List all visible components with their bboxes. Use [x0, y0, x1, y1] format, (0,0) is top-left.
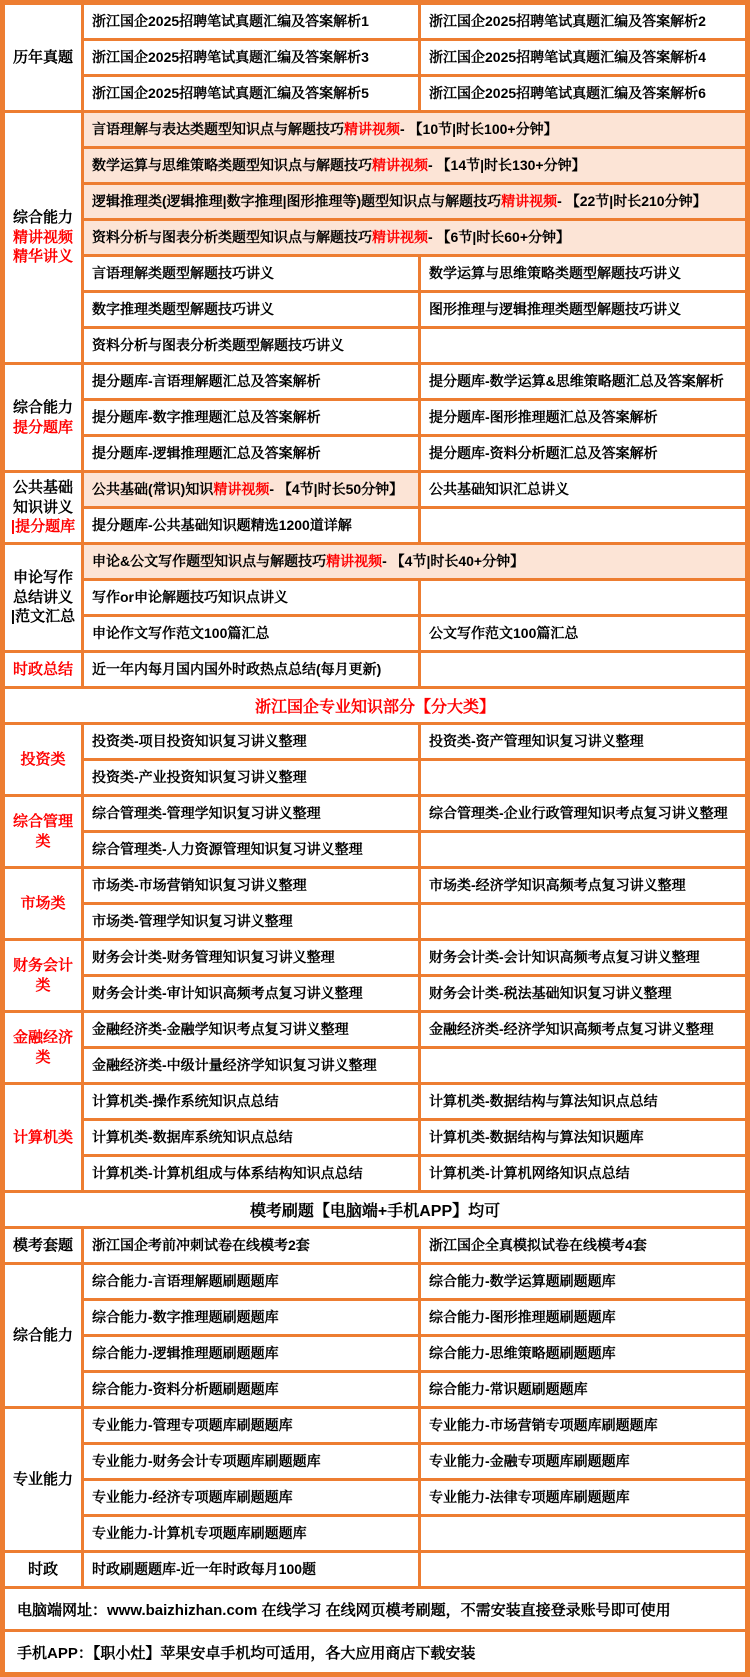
item-text: - 【4节|时长40+分钟】 — [382, 553, 525, 570]
item-text: 公共基础(常识)知识 — [92, 481, 214, 498]
item-cell: 专业能力-计算机专项题库刷题题库 — [84, 1517, 418, 1550]
label-text: 类 — [35, 832, 51, 850]
item-cell: 综合能力-数字推理题刷题题库 — [84, 1301, 418, 1334]
label-text: 综合能力 — [12, 399, 73, 416]
item-cell: 公共基础知识汇总讲义 — [421, 473, 745, 506]
label-line — [35, 976, 50, 996]
item-cell: 财务会计类-财务管理知识复习讲义整理 — [84, 941, 418, 974]
label-text: 时政总结 — [12, 660, 73, 678]
band-row: 电脑端网址：www.baizhizhan.com 在线学习 在线网页模考刷题，不需安装直接登录账号即可使用 — [5, 1589, 745, 1629]
label-line — [13, 498, 73, 518]
item-cell: 金融经济类-中级计量经济学知识复习讲义整理 — [84, 1049, 418, 1082]
label-text: |范文汇总 — [10, 608, 76, 626]
label-text: 时政 — [27, 1560, 58, 1578]
item-cell: 综合管理类-企业行政管理知识考点复习讲义整理 — [421, 797, 745, 830]
item-text: 数学运算与思维策略类题型知识点与解题技巧 — [92, 157, 372, 174]
item-cell: 计算机类-数据结构与算法知识题库 — [421, 1121, 745, 1154]
item-cell: 时政刷题题库-近一年时政每月100题 — [84, 1553, 418, 1586]
item-cell: 数字推理类题型解题技巧讲义 — [84, 293, 418, 326]
item-cell: 计算机类-计算机网络知识点总结 — [421, 1157, 745, 1190]
section — [5, 1085, 745, 1190]
item-cell: 专业能力-法律专项题库刷题题库 — [421, 1481, 745, 1514]
item-cell — [84, 545, 745, 578]
label-cell — [5, 1085, 81, 1190]
item-text: - 【10节|时长100+分钟】 — [400, 121, 558, 138]
label-cell — [5, 473, 81, 542]
item-cell: 市场类-市场营销知识复习讲义整理 — [84, 869, 418, 902]
label-cell — [5, 113, 81, 362]
label-line — [13, 1326, 73, 1346]
item-cell: 浙江国企2025招聘笔试真题汇编及答案解析5 — [84, 77, 418, 110]
label-text: 市场类 — [20, 894, 66, 912]
item-text: 逻辑推理类(逻辑推理|数字推理|图形推理等)题型知识点与解题技巧 — [92, 193, 502, 210]
label-text: 知识讲义 — [12, 498, 73, 516]
item-cell — [421, 1553, 745, 1586]
item-cell: 近一年内每月国内国外时政热点总结(每月更新) — [84, 653, 418, 686]
item-cell: 浙江国企2025招聘笔试真题汇编及答案解析2 — [421, 5, 745, 38]
highlight-text: 精讲视频 — [326, 553, 383, 570]
label-cell — [5, 1013, 81, 1082]
section — [5, 1553, 745, 1586]
item-text: - 【14节|时长130+分钟】 — [428, 157, 586, 174]
item-text: - 【6节|时长60+分钟】 — [428, 229, 571, 246]
item-cell: 浙江国企2025招聘笔试真题汇编及答案解析3 — [84, 41, 418, 74]
item-cell: 提分题库-资料分析题汇总及答案解析 — [421, 437, 745, 470]
label-line — [13, 588, 73, 608]
item-cell: 财务会计类-审计知识高频考点复习讲义整理 — [84, 977, 418, 1010]
label-text: 申论写作 — [12, 569, 73, 587]
section — [5, 113, 745, 362]
highlight-text: 精讲视频 — [372, 157, 428, 174]
label-cell — [5, 797, 81, 866]
label-line — [20, 894, 65, 914]
item-cell: 财务会计类-税法基础知识复习讲义整理 — [421, 977, 745, 1010]
label-text: 投资类 — [20, 750, 66, 768]
item-cell: 数学运算与思维策略类题型解题技巧讲义 — [421, 257, 745, 290]
label-line — [13, 398, 73, 418]
item-cell: 计算机类-操作系统知识点总结 — [84, 1085, 418, 1118]
item-text: 资料分析与图表分析类题型知识点与解题技巧 — [92, 229, 372, 246]
section — [5, 473, 745, 542]
item-cell: 综合管理类-管理学知识复习讲义整理 — [84, 797, 418, 830]
item-cell: 投资类-项目投资知识复习讲义整理 — [84, 725, 418, 758]
label-cell — [5, 653, 81, 686]
item-cell: 提分题库-数字推理题汇总及答案解析 — [84, 401, 418, 434]
item-cell: 综合能力-常识题刷题题库 — [421, 1373, 745, 1406]
label-cell — [5, 869, 81, 938]
item-cell: 综合能力-图形推理题刷题题库 — [421, 1301, 745, 1334]
item-cell: 专业能力-金融专项题库刷题题库 — [421, 1445, 745, 1478]
label-text: 模考套题 — [12, 1236, 73, 1254]
label-text: 类 — [35, 1048, 51, 1066]
item-cell — [84, 149, 745, 182]
label-text: 综合能力 — [12, 1326, 73, 1344]
item-text: - 【22节|时长210分钟】 — [557, 193, 707, 210]
item-cell: 提分题库-图形推理题汇总及答案解析 — [421, 401, 745, 434]
item-cell: 计算机类-数据结构与算法知识点总结 — [421, 1085, 745, 1118]
item-cell — [84, 113, 745, 146]
item-cell: 市场类-经济学知识高频考点复习讲义整理 — [421, 869, 745, 902]
item-cell: 专业能力-市场营销专项题库刷题题库 — [421, 1409, 745, 1442]
section — [5, 1265, 745, 1406]
section — [5, 869, 745, 938]
label-cell — [5, 5, 81, 110]
label-line — [13, 1236, 73, 1256]
item-cell: 资料分析与图表分析类题型解题技巧讲义 — [84, 329, 418, 362]
label-line — [13, 208, 73, 228]
item-cell: 浙江国企全真模拟试卷在线模考4套 — [421, 1229, 745, 1262]
item-cell — [84, 473, 418, 506]
label-text: 精讲视频 — [12, 228, 73, 246]
section — [5, 1013, 745, 1082]
item-cell: 浙江国企2025招聘笔试真题汇编及答案解析1 — [84, 5, 418, 38]
label-cell — [5, 941, 81, 1010]
section — [5, 365, 745, 470]
label-cell — [5, 365, 81, 470]
label-line — [13, 418, 73, 438]
label-text: 综合能力 — [12, 209, 73, 227]
highlight-text: 精讲视频 — [213, 481, 270, 498]
item-cell: 申论作文写作范文100篇汇总 — [84, 617, 418, 650]
item-cell: 写作or申论解题技巧知识点讲义 — [84, 581, 418, 614]
label-line — [13, 228, 73, 248]
label-text: 总结讲义 — [12, 588, 73, 606]
item-cell: 金融经济类-经济学知识高频考点复习讲义整理 — [421, 1013, 745, 1046]
label-line — [13, 48, 73, 68]
item-cell: 专业能力-管理专项题库刷题题库 — [84, 1409, 418, 1442]
item-cell: 财务会计类-会计知识高频考点复习讲义整理 — [421, 941, 745, 974]
section — [5, 725, 745, 794]
highlight-text: 精讲视频 — [501, 193, 558, 210]
item-cell: 专业能力-经济专项题库刷题题库 — [84, 1481, 418, 1514]
label-text: 公共基础 — [12, 479, 73, 497]
label-cell — [5, 1553, 81, 1586]
highlight-text: 精讲视频 — [372, 229, 428, 246]
label-text: 精华讲义 — [12, 248, 73, 266]
item-cell: 提分题库-言语理解题汇总及答案解析 — [84, 365, 418, 398]
item-cell: 提分题库-逻辑推理题汇总及答案解析 — [84, 437, 418, 470]
item-cell — [421, 1049, 745, 1082]
item-cell: 言语理解类题型解题技巧讲义 — [84, 257, 418, 290]
item-cell: 公文写作范文100篇汇总 — [421, 617, 745, 650]
item-cell: 综合能力-数学运算题刷题题库 — [421, 1265, 745, 1298]
item-cell — [421, 581, 745, 614]
label-line — [13, 812, 73, 832]
label-cell — [5, 545, 81, 650]
item-cell: 浙江国企2025招聘笔试真题汇编及答案解析6 — [421, 77, 745, 110]
item-cell: 综合能力-资料分析题刷题题库 — [84, 1373, 418, 1406]
label-line — [13, 478, 73, 498]
item-cell: 图形推理与逻辑推理类题型解题技巧讲义 — [421, 293, 745, 326]
item-cell: 综合管理类-人力资源管理知识复习讲义整理 — [84, 833, 418, 866]
label-cell — [5, 725, 81, 794]
label-text: 计算机类 — [12, 1128, 73, 1146]
label-line — [13, 1128, 73, 1148]
label-text: 专业能力 — [12, 1470, 73, 1488]
item-cell: 综合能力-思维策略题刷题题库 — [421, 1337, 745, 1370]
section — [5, 941, 745, 1010]
band-row: 浙江国企专业知识部分【分大类】 — [5, 689, 745, 722]
item-cell — [421, 329, 745, 362]
item-cell: 提分题库-数学运算&思维策略题汇总及答案解析 — [421, 365, 745, 398]
item-cell — [421, 905, 745, 938]
label-line — [13, 1028, 73, 1048]
label-line — [11, 517, 75, 537]
item-cell — [421, 1517, 745, 1550]
label-text: 金融经济 — [12, 1029, 73, 1046]
label-line — [13, 1470, 73, 1490]
highlight-text: 精讲视频 — [344, 121, 400, 138]
label-line — [13, 956, 73, 976]
item-cell: 专业能力-财务会计专项题库刷题题库 — [84, 1445, 418, 1478]
label-line — [35, 1048, 50, 1068]
item-cell: 金融经济类-金融学知识考点复习讲义整理 — [84, 1013, 418, 1046]
item-cell: 浙江国企考前冲刺试卷在线模考2套 — [84, 1229, 418, 1262]
item-cell — [421, 833, 745, 866]
item-cell: 提分题库-公共基础知识题精选1200道详解 — [84, 509, 418, 542]
label-line — [28, 1560, 58, 1580]
label-line — [13, 247, 73, 267]
label-text: 历年真题 — [12, 48, 73, 66]
item-cell: 计算机类-数据库系统知识点总结 — [84, 1121, 418, 1154]
item-cell — [421, 653, 745, 686]
label-text: 财务会计 — [12, 957, 73, 974]
label-text: 综合管理 — [12, 813, 73, 830]
label-line — [20, 750, 65, 770]
label-line — [13, 660, 73, 680]
item-cell — [421, 509, 745, 542]
label-line — [13, 568, 73, 588]
label-line — [11, 607, 75, 627]
item-cell: 计算机类-计算机组成与体系结构知识点总结 — [84, 1157, 418, 1190]
item-text: 言语理解与表达类题型知识点与解题技巧 — [92, 121, 344, 138]
section — [5, 797, 745, 866]
section — [5, 545, 745, 650]
item-cell — [84, 221, 745, 254]
label-text: 提分题库 — [12, 418, 73, 436]
label-text: |提分题库 — [10, 518, 76, 536]
item-cell: 综合能力-言语理解题刷题题库 — [84, 1265, 418, 1298]
label-cell — [5, 1229, 81, 1262]
section — [5, 653, 745, 686]
band-row: 手机APP：【职小灶】苹果安卓手机均可适用，各大应用商店下载安装 — [5, 1632, 745, 1672]
label-line — [35, 832, 50, 852]
section — [5, 1229, 745, 1262]
item-cell: 综合能力-逻辑推理题刷题题库 — [84, 1337, 418, 1370]
section — [5, 1409, 745, 1550]
item-text: 申论&公文写作题型知识点与解题技巧 — [92, 553, 327, 570]
item-cell: 投资类-产业投资知识复习讲义整理 — [84, 761, 418, 794]
item-cell — [84, 185, 745, 218]
label-cell — [5, 1265, 81, 1406]
item-cell: 投资类-资产管理知识复习讲义整理 — [421, 725, 745, 758]
item-text: - 【4节|时长50分钟】 — [269, 481, 404, 498]
label-cell — [5, 1409, 81, 1550]
item-cell: 浙江国企2025招聘笔试真题汇编及答案解析4 — [421, 41, 745, 74]
item-cell: 市场类-管理学知识复习讲义整理 — [84, 905, 418, 938]
section — [5, 5, 745, 110]
band-row: 模考刷题【电脑端+手机APP】均可 — [5, 1193, 745, 1226]
label-text: 类 — [35, 976, 51, 994]
item-cell — [421, 761, 745, 794]
